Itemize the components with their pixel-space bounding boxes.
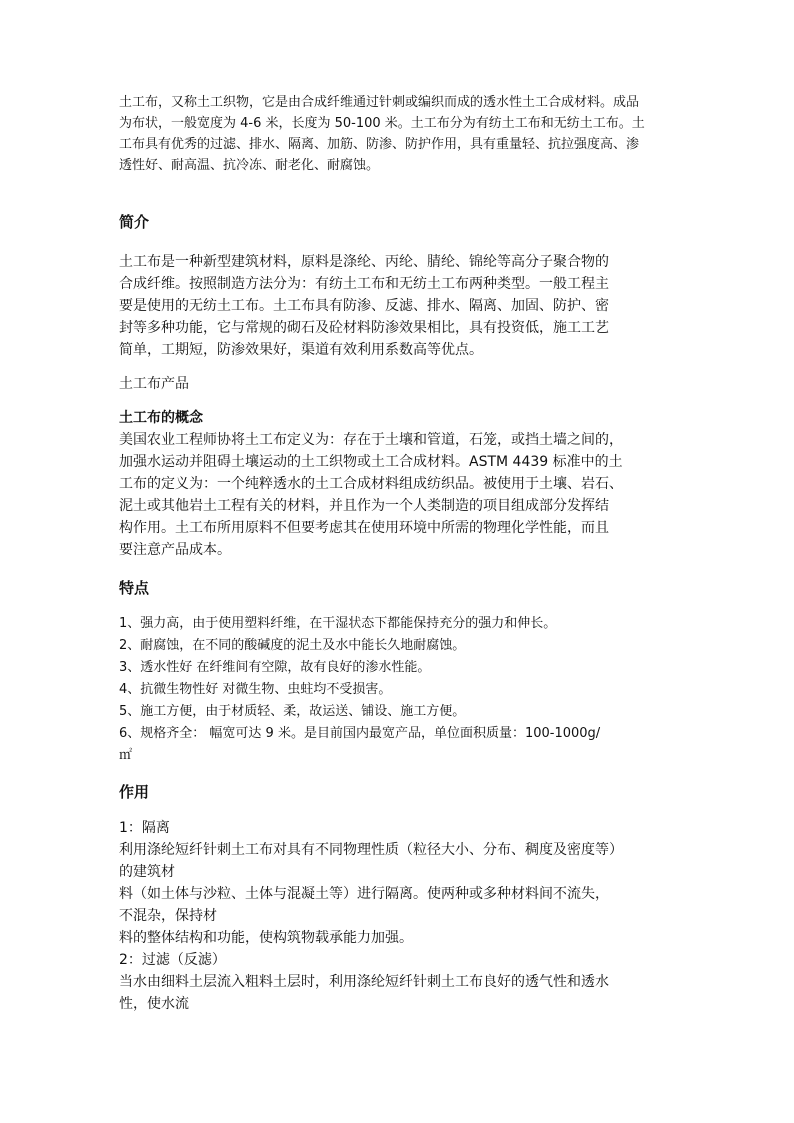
uses-line: 不混杂，保持材 bbox=[119, 908, 217, 924]
uses-line: 的建筑材 bbox=[119, 864, 175, 880]
list-item: ㎡ bbox=[119, 748, 133, 763]
paragraph-line: 美国农业工程师协将土工布定义为：存在于土壤和管道，石笼，或挡土墙之间的， bbox=[119, 432, 623, 448]
document-page bbox=[119, 92, 679, 1015]
intro-paragraph bbox=[119, 92, 679, 176]
intro-line: 透性好、耐高温、抗冷冻、耐老化、耐腐蚀。 bbox=[119, 158, 380, 173]
paragraph-line: 土工布是一种新型建筑材料，原料是涤纶、丙纶、腈纶、锦纶等高分子聚合物的 bbox=[119, 254, 609, 270]
intro-section-paragraph bbox=[119, 251, 679, 361]
uses-line: 当水由细料土层流入粗料土层时，利用涤纶短纤针刺土工布良好的透气性和透水 bbox=[119, 974, 609, 990]
uses-line: 性，使水流 bbox=[119, 996, 189, 1012]
uses-line: 料的整体结构和功能，使构筑物载承能力加强。 bbox=[119, 930, 413, 946]
list-item: 5、施工方便，由于材质轻、柔，故运送、铺设、施工方便。 bbox=[119, 704, 466, 719]
uses-line: 料（如土体与沙粒、土体与混凝土等）进行隔离。使两种或多种材料间不流失， bbox=[119, 886, 609, 902]
section-heading-uses: 作用 bbox=[119, 783, 150, 801]
section-heading-features: 特点 bbox=[119, 579, 150, 597]
features-list bbox=[119, 613, 679, 767]
concept-paragraph bbox=[119, 429, 679, 561]
paragraph-line: 要注意产品成本。 bbox=[119, 542, 231, 558]
paragraph-line: 封等多种功能，它与常规的砌石及砼材料防渗效果相比，具有投资低，施工工艺 bbox=[119, 320, 609, 336]
list-item: 4、抗微生物性好 对微生物、虫蛀均不受损害。 bbox=[119, 682, 392, 697]
intro-line: 为布状，一般宽度为 4-6 米，长度为 50-100 米。土工布分为有纺土工布和无纺土工布。土 bbox=[119, 116, 645, 131]
concept-heading: 土工布的概念 bbox=[119, 410, 203, 426]
product-line: 土工布产品 bbox=[119, 376, 189, 392]
intro-line: 土工布，又称土工织物，它是由合成纤维通过针刺或编织而成的透水性土工合成材料。成品 bbox=[119, 95, 640, 110]
section-heading-intro: 简介 bbox=[119, 213, 150, 231]
paragraph-line: 合成纤维。按照制造方法分为：有纺土工布和无纺土工布两种类型。一般工程主 bbox=[119, 276, 609, 292]
paragraph-line: 加强水运动并阻碍土壤运动的土工织物或土工合成材料。ASTM 4439 标准中的土 bbox=[119, 454, 623, 470]
list-item: 6、规格齐全： 幅宽可达 9 米。是目前国内最宽产品，单位面积质量：100-1000g/ bbox=[119, 726, 601, 741]
uses-line: 利用涤纶短纤针刺土工布对具有不同物理性质（粒径大小、分布、稠度及密度等） bbox=[119, 842, 623, 858]
list-item: 2、耐腐蚀，在不同的酸碱度的泥土及水中能长久地耐腐蚀。 bbox=[119, 638, 466, 653]
paragraph-line: 工布的定义为：一个纯粹透水的土工合成材料组成纺织品。被使用于土壤、岩石、 bbox=[119, 476, 623, 492]
uses-line: 2：过滤（反滤） bbox=[119, 952, 226, 968]
paragraph-line: 简单，工期短，防渗效果好，渠道有效利用系数高等优点。 bbox=[119, 342, 483, 358]
paragraph-line: 要是使用的无纺土工布。土工布具有防渗、反滤、排水、隔离、加固、防护、密 bbox=[119, 298, 609, 314]
paragraph-line: 构作用。土工布所用原料不但要考虑其在使用环境中所需的物理化学性能，而且 bbox=[119, 520, 609, 536]
intro-line: 工布具有优秀的过滤、排水、隔离、加筋、防渗、防护作用，具有重量轻、抗拉强度高、渗 bbox=[119, 137, 640, 152]
uses-line: 1：隔离 bbox=[119, 820, 170, 836]
paragraph-line: 泥土或其他岩土工程有关的材料，并且作为一个人类制造的项目组成部分发挥结 bbox=[119, 498, 609, 514]
list-item: 3、透水性好 在纤维间有空隙，故有良好的渗水性能。 bbox=[119, 660, 431, 675]
list-item: 1、强力高，由于使用塑料纤维，在干湿状态下都能保持充分的强力和伸长。 bbox=[119, 616, 557, 631]
uses-content bbox=[119, 817, 679, 1015]
